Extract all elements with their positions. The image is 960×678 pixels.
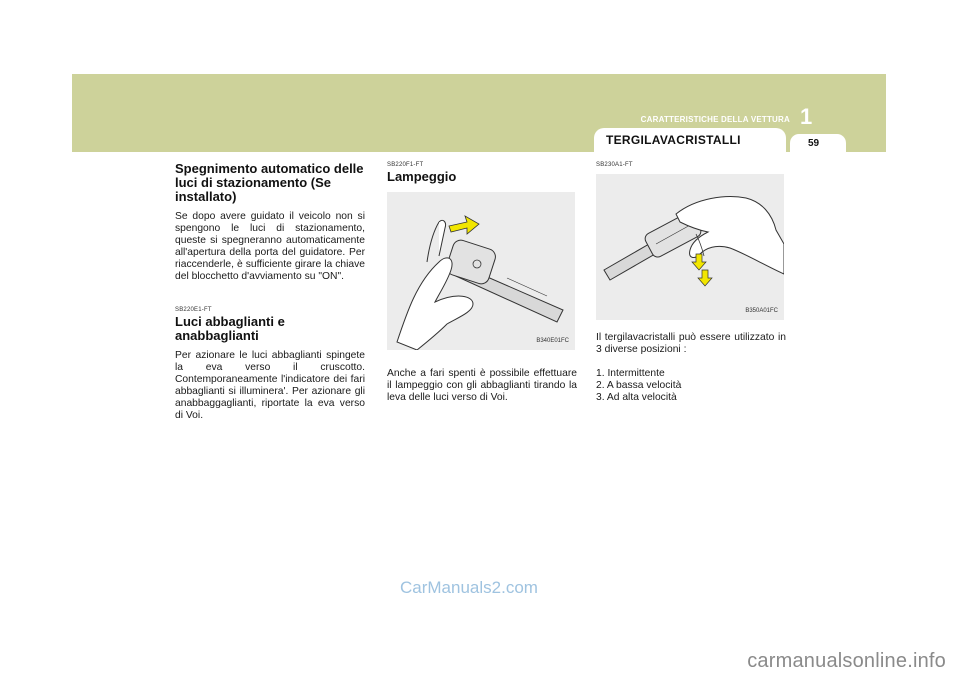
- section-heading-auto-off: Spegnimento automatico delle luci di stazionamento (Se installato): [175, 161, 364, 204]
- list-item: 3. Ad alta velocità: [596, 392, 677, 403]
- figure-code: B340E01FC: [536, 338, 569, 344]
- wiper-positions-list: [596, 368, 786, 404]
- list-item: 2. A bassa velocità: [596, 380, 682, 391]
- chapter-number: 1: [800, 104, 813, 129]
- column-3: [596, 162, 786, 404]
- wiper-lever-illustration: [596, 174, 784, 320]
- section-code: SB220E1-FT: [175, 307, 212, 313]
- figure-light-lever: [387, 192, 575, 350]
- figure-wiper-lever: [596, 174, 784, 320]
- column-1: [175, 162, 365, 422]
- section-code: SB220F1-FT: [387, 162, 424, 168]
- section-body-lampeggio: Anche a fari spenti è possibile effettuare il lampeggio con gli abbaglianti tirando la leva delle luci verso di Voi.: [387, 368, 577, 403]
- column-2: [387, 162, 577, 404]
- section-body-wiper: Il tergilavacristalli può essere utilizzato in 3 diverse posizioni :: [596, 332, 786, 355]
- down-arrow-icon: [698, 270, 712, 286]
- pull-arrow-icon: [449, 216, 479, 234]
- watermark-link[interactable]: CarManuals2.com: [400, 578, 538, 597]
- section-heading-high-low-beam: Luci abbaglianti e anabbaglianti: [175, 314, 285, 343]
- light-lever-illustration: [387, 192, 575, 350]
- section-code: SB230A1-FT: [596, 162, 633, 168]
- list-item: 1. Intermittente: [596, 368, 665, 379]
- section-heading-lampeggio: Lampeggio: [387, 169, 457, 184]
- bottom-watermark: carmanualsonline.info: [747, 650, 946, 672]
- section-body-auto-off: Se dopo avere guidato il veicolo non si spengono le luci di stazionamento, queste si spegneranno automaticamente all'apertura della porta del guidatore. Per riaccenderle, è sufficiente girare la chiave del blocchetto d'avviamento su "ON".: [175, 211, 365, 282]
- page-number: 59: [808, 138, 820, 149]
- section-tab-label: TERGILAVACRISTALLI: [606, 133, 741, 147]
- section-body-high-low-beam: Per azionare le luci abbaglianti spingete la eva verso il cruscotto. Contemporaneamente l'indicatore dei fari abbaglianti si illuminera'. Per azionare gli anabbaggaglianti, riportate la eva verso di Voi.: [175, 350, 365, 421]
- figure-code: B350A01FC: [745, 308, 778, 314]
- chapter-title: CARATTERISTICHE DELLA VETTURA: [640, 115, 790, 124]
